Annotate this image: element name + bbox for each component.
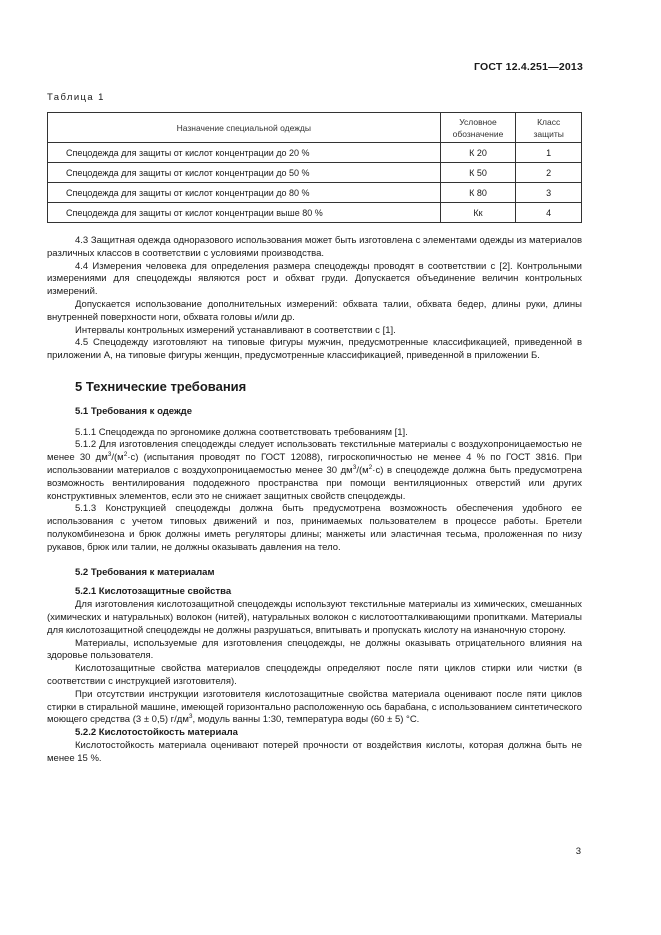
- paragraph-5-1-1: 5.1.1 Спецодежда по эргономике должна соответствовать требованиям [1].: [75, 426, 408, 438]
- header-class-line2: защиты: [533, 128, 564, 139]
- text-part: ·с) в спецодежде должна быть предусмотрена возможность вентилирования пододежного пространства при помощи вентиляционных отверстий или других конструктивных элементов, если это не снижает защитных свойств спецодежды.: [47, 464, 582, 502]
- paragraph-4-3: 4.3 Защитная одежда одноразового использования может быть изготовлена с элементами одежды из материалов различных классов в соответствии с условиями производства.: [47, 235, 582, 259]
- cell-symbol: К 20: [440, 143, 516, 163]
- page-number: 3: [575, 846, 581, 857]
- text-part: ·с) (испытания проводят по ГОСТ 12088), гигроскопичностью не менее 4 % по ГОСТ 3816. При использовании материалов с воздухопроницаемостью менее 30 дм: [47, 452, 582, 476]
- cell-class: 3: [516, 183, 582, 203]
- cell-class: 2: [516, 163, 582, 183]
- cell-purpose: Спецодежда для защиты от кислот концентрации до 20 %: [48, 143, 441, 163]
- header-symbol-line2: обозначение: [452, 128, 504, 139]
- superscript: 2: [123, 451, 128, 458]
- text-part: 5.1.2 Для изготовления спецодежды следует использовать текстильные материалы с воздухопроницаемостью не менее 30 дм: [47, 439, 582, 464]
- cell-class: 4: [516, 203, 582, 223]
- cell-purpose: Спецодежда для защиты от кислот концентрации до 80 %: [48, 183, 441, 203]
- paragraph-4-5: 4.5 Спецодежду изготовляют на типовые фигуры мужчин, предусмотренные классификацией, приведенной в приложении А, на типовые фигуры женщин, предусмотренные классификацией, приведенной в приложении Б.: [47, 337, 582, 362]
- cell-purpose: Спецодежда для защиты от кислот концентрации выше 80 %: [48, 203, 441, 223]
- table-row: [48, 183, 582, 203]
- section-5-2-1-heading: 5.2.1 Кислотозащитные свойства: [75, 586, 232, 598]
- superscript: 3: [107, 451, 112, 458]
- table-row: [48, 203, 582, 223]
- section-5-1-heading: 5.1 Требования к одежде: [75, 405, 192, 417]
- text-part: При отсутствии инструкции изготовителя кислотозащитные свойства материала оценивают после пяти циклов стирки в стиральной машине, имеющей горизонтально расположенную ось барабана, с использованием синтетического моющего средства (3 ± 0,5) г/дм: [47, 688, 582, 726]
- paragraph-5-1-3: 5.1.3 Конструкцией спецодежды должна быть предусмотрена возможность обеспечения удобного ее использования с учетом типовых движений и поз, принимаемых пользователем в процессе работы. Бретели полукомбинезона и брюк должны иметь регуляторы длины; манжеты или эластичная тесьма, проложенная по низу рукавов, брюк или талии, не должны оказывать давления на тело.: [47, 503, 582, 553]
- text-part: , модуль ванны 1:30, температура воды (60 ± 5) °С.: [192, 714, 420, 726]
- text-part: /(м: [111, 452, 124, 464]
- paragraph-4-4-intervals: Интервалы контрольных измерений устанавливают в соответствии с [1].: [75, 324, 396, 336]
- table-row: [48, 163, 582, 183]
- table-header-row: [48, 113, 582, 143]
- cell-purpose: Спецодежда для защиты от кислот концентрации до 50 %: [48, 163, 441, 183]
- header-class-line1: Класс: [537, 116, 561, 127]
- superscript: 3: [352, 463, 357, 471]
- paragraph-5-2-1-health: Материалы, используемые для изготовления спецодежды, не должны оказывать отрицательного влияния на здоровье пользователя.: [47, 637, 582, 662]
- paragraph-5-2-1-no-instruction: [47, 689, 582, 727]
- cell-symbol: Кк: [440, 203, 516, 223]
- section-5-2-2-heading: 5.2.2 Кислотостойкость материала: [75, 727, 238, 739]
- table-row: [48, 143, 582, 163]
- header-symbol: [440, 113, 516, 143]
- text-part: /(м: [356, 464, 369, 476]
- cell-symbol: К 50: [440, 163, 516, 183]
- header-symbol-line1: Условное: [459, 116, 497, 127]
- cell-class: 1: [516, 143, 582, 163]
- body-text: [47, 235, 582, 765]
- table-caption: Таблица 1: [47, 92, 105, 103]
- section-5-heading: 5 Технические требования: [75, 378, 247, 394]
- header-class: [516, 113, 582, 143]
- standard-number: ГОСТ 12.4.251—2013: [474, 61, 583, 73]
- paragraph-4-4: 4.4 Измерения человека для определения размера спецодежды проводят в соответствии с [2]. Контрольными измерениями для спецодежды являются рост и обхват груди. Допускается объединение величин контрольных измерений.: [47, 260, 582, 298]
- superscript: 2: [368, 463, 373, 471]
- superscript: 3: [188, 713, 193, 721]
- cell-symbol: К 80: [440, 183, 516, 203]
- paragraph-5-2-2: Кислотостойкость материала оценивают потерей прочности от воздействия кислоты, которая должна быть не менее 15 %.: [47, 739, 582, 764]
- paragraph-4-4-additional: Допускается использование дополнительных измерений: обхвата талии, обхвата бедер, длины руки, длины внутренней поверхности ноги, обхвата головы и/или др.: [47, 298, 582, 323]
- paragraph-5-2-1-materials: Для изготовления кислотозащитной спецодежды используют текстильные материалы из химических, смешанных (химических и натуральных) волокон (нитей), натуральных волокон с кислотоотталкивающими пропитками. Материалы для кислотозащитной спецодежды не должны разрушаться, впитывать и пропускать кислоту на изнаночную сторону.: [47, 599, 582, 636]
- table-1: [47, 112, 582, 223]
- paragraph-5-1-2: [47, 439, 582, 503]
- paragraph-5-2-1-washing: Кислотозащитные свойства материалов спецодежды определяют после пяти циклов стирки или чистки (в соответствии с инструкцией изготовителя).: [47, 663, 582, 687]
- section-5-2-heading: 5.2 Требования к материалам: [75, 566, 215, 578]
- header-purpose: Назначение специальной одежды: [48, 113, 441, 143]
